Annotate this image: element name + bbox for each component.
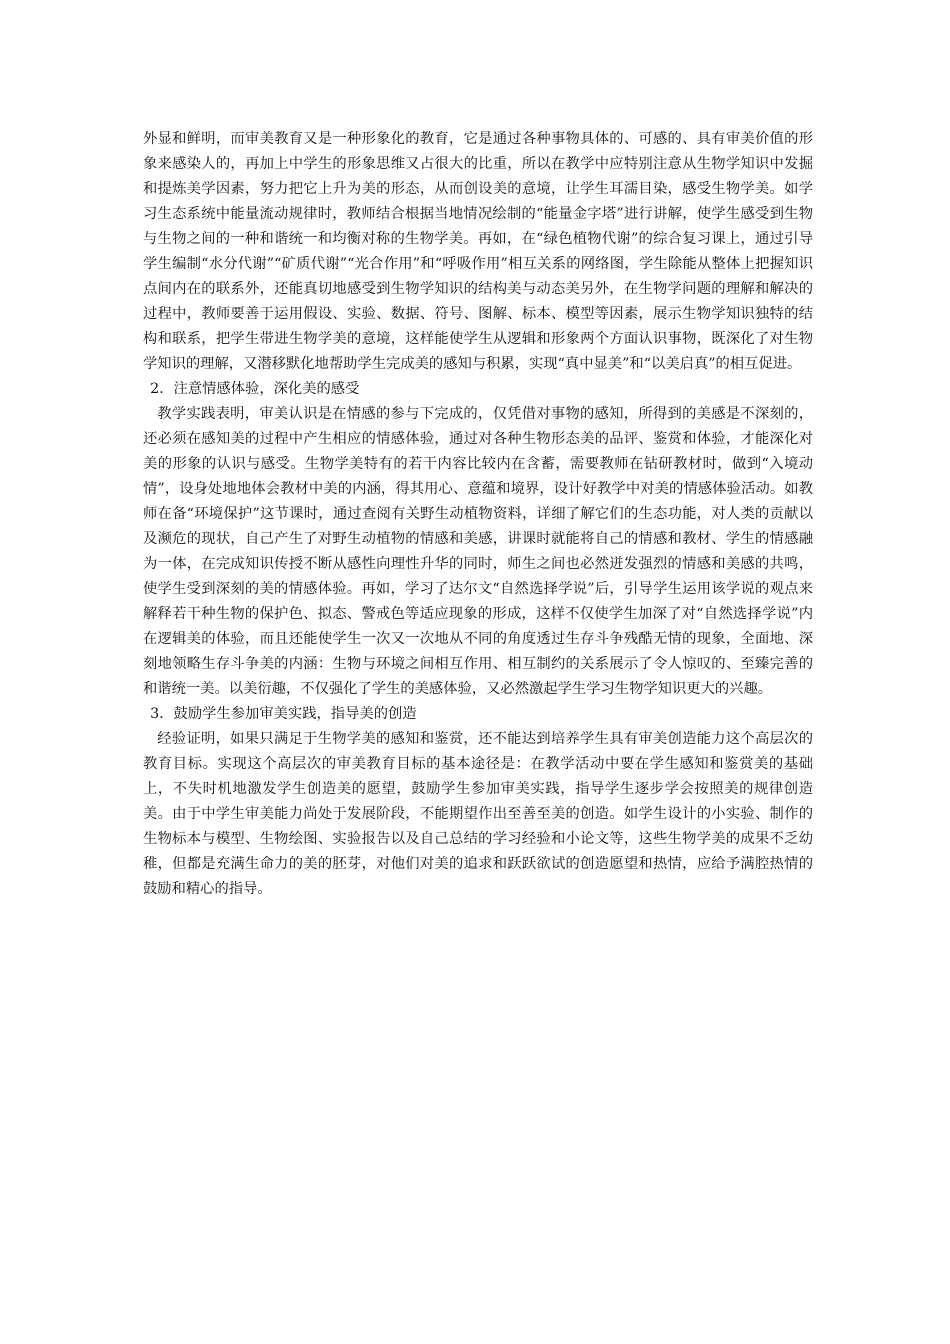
paragraph: 教学实践表明，审美认识是在情感的参与下完成的，仅凭借对事物的感知，所得到的美感是不深刻的，还必须在感知美的过程中产生相应的情感体验，通过对各种生物形态美的品评、鉴赏和体验，才能深化对美的形象的认识与感受。生物学美特有的若干内容比较内在含蓄，需要教师在钻研教材时，做到“入境动情”，设身处地地体会教材中美的内涵，得其用心、意蕴和境界，设计好教学中对美的情感体验活动。如教师在备“环境保护”这节课时，通过查阅有关野生动植物资料，详细了解它们的生态功能，对人类的贡献以及濒危的现状，自己产生了对野生动植物的情感和美感，讲课时就能将自己的情感和教材、学生的情感融为一体，在完成知识传授不断从感性向理性升华的同时，师生之间也必然迸发强烈的情感和美感的共鸣，使学生受到深刻的美的情感体验。再如，学习了达尔文“自然选择学说”后，引导学生运用该学说的观点来解释若干种生物的保护色、拟态、警戒色等适应现象的形成，这样不仅使学生加深了对“自然选择学说”内在逻辑美的体验，而且还能使学生一次又一次地从不同的角度透过生存斗争残酷无情的现象，全面地、深刻地领略生存斗争美的内涵：生物与环境之间相互作用、相互制约的关系展示了令人惊叹的、至臻完善的和谐统一美。以美衍趣，不仅强化了学生的美感体验，又必然激起学生学习生物学知识更大的兴趣。 bbox=[143, 406, 813, 697]
section-heading: 3．鼓励学生参加审美实践，指导美的创造 bbox=[150, 706, 417, 722]
paragraph: 经验证明，如果只满足于生物学美的感知和鉴赏，还不能达到培养学生具有审美创造能力这个高层次的教育目标。实现这个高层次的审美教育目标的基本途径是：在教学活动中要在学生感知和鉴赏美的基础上，不失时机地激发学生创造美的愿望，鼓励学生参加审美实践，指导学生逐步学会按照美的规律创造美。由于中学生审美能力尚处于发展阶段，不能期望作出至善至美的创造。如学生设计的小实验、制作的生物标本与模型、生物绘图、实验报告以及自己总结的学习经验和小论文等，这些生物学美的成果不乏幼稚，但都是充满生命力的美的胚芽，对他们对美的追求和跃跃欲试的创造愿望和热情，应给予满腔热情的鼓励和精心的指导。 bbox=[143, 731, 813, 897]
section-heading: 2．注意情感体验，深化美的感受 bbox=[150, 381, 360, 397]
document-body bbox=[143, 127, 813, 902]
paragraph: 外显和鲜明，而审美教育又是一种形象化的教育，它是通过各种事物具体的、可感的、具有审美价值的形象来感染人的，再加上中学生的形象思维又占很大的比重，所以在教学中应特别注意从生物学知识中发掘和提炼美学因素，努力把它上升为美的形态，从而创设美的意境，让学生耳濡目染，感受生物学美。如学习生态系统中能量流动规律时，教师结合根据当地情况绘制的“能量金字塔”进行讲解，使学生感受到生物与生物之间的一种和谐统一和均衡对称的生物学美。再如，在“绿色植物代谢”的综合复习课上，通过引导学生编制“水分代谢”“矿质代谢”“光合作用”和“呼吸作用”相互关系的网络图，学生除能从整体上把握知识点间内在的联系外，还能真切地感受到生物学知识的结构美与动态美另外，在生物学问题的理解和解决的过程中，教师要善于运用假设、实验、数据、符号、图解、标本、模型等因素，展示生物学知识独特的结构和联系，把学生带进生物学美的意境，这样能使学生从逻辑和形象两个方面认识事物，既深化了对生物学知识的理解，又潜移默化地帮助学生完成美的感知与积累，实现“真中显美”和“以美启真”的相互促进。 bbox=[143, 131, 813, 372]
